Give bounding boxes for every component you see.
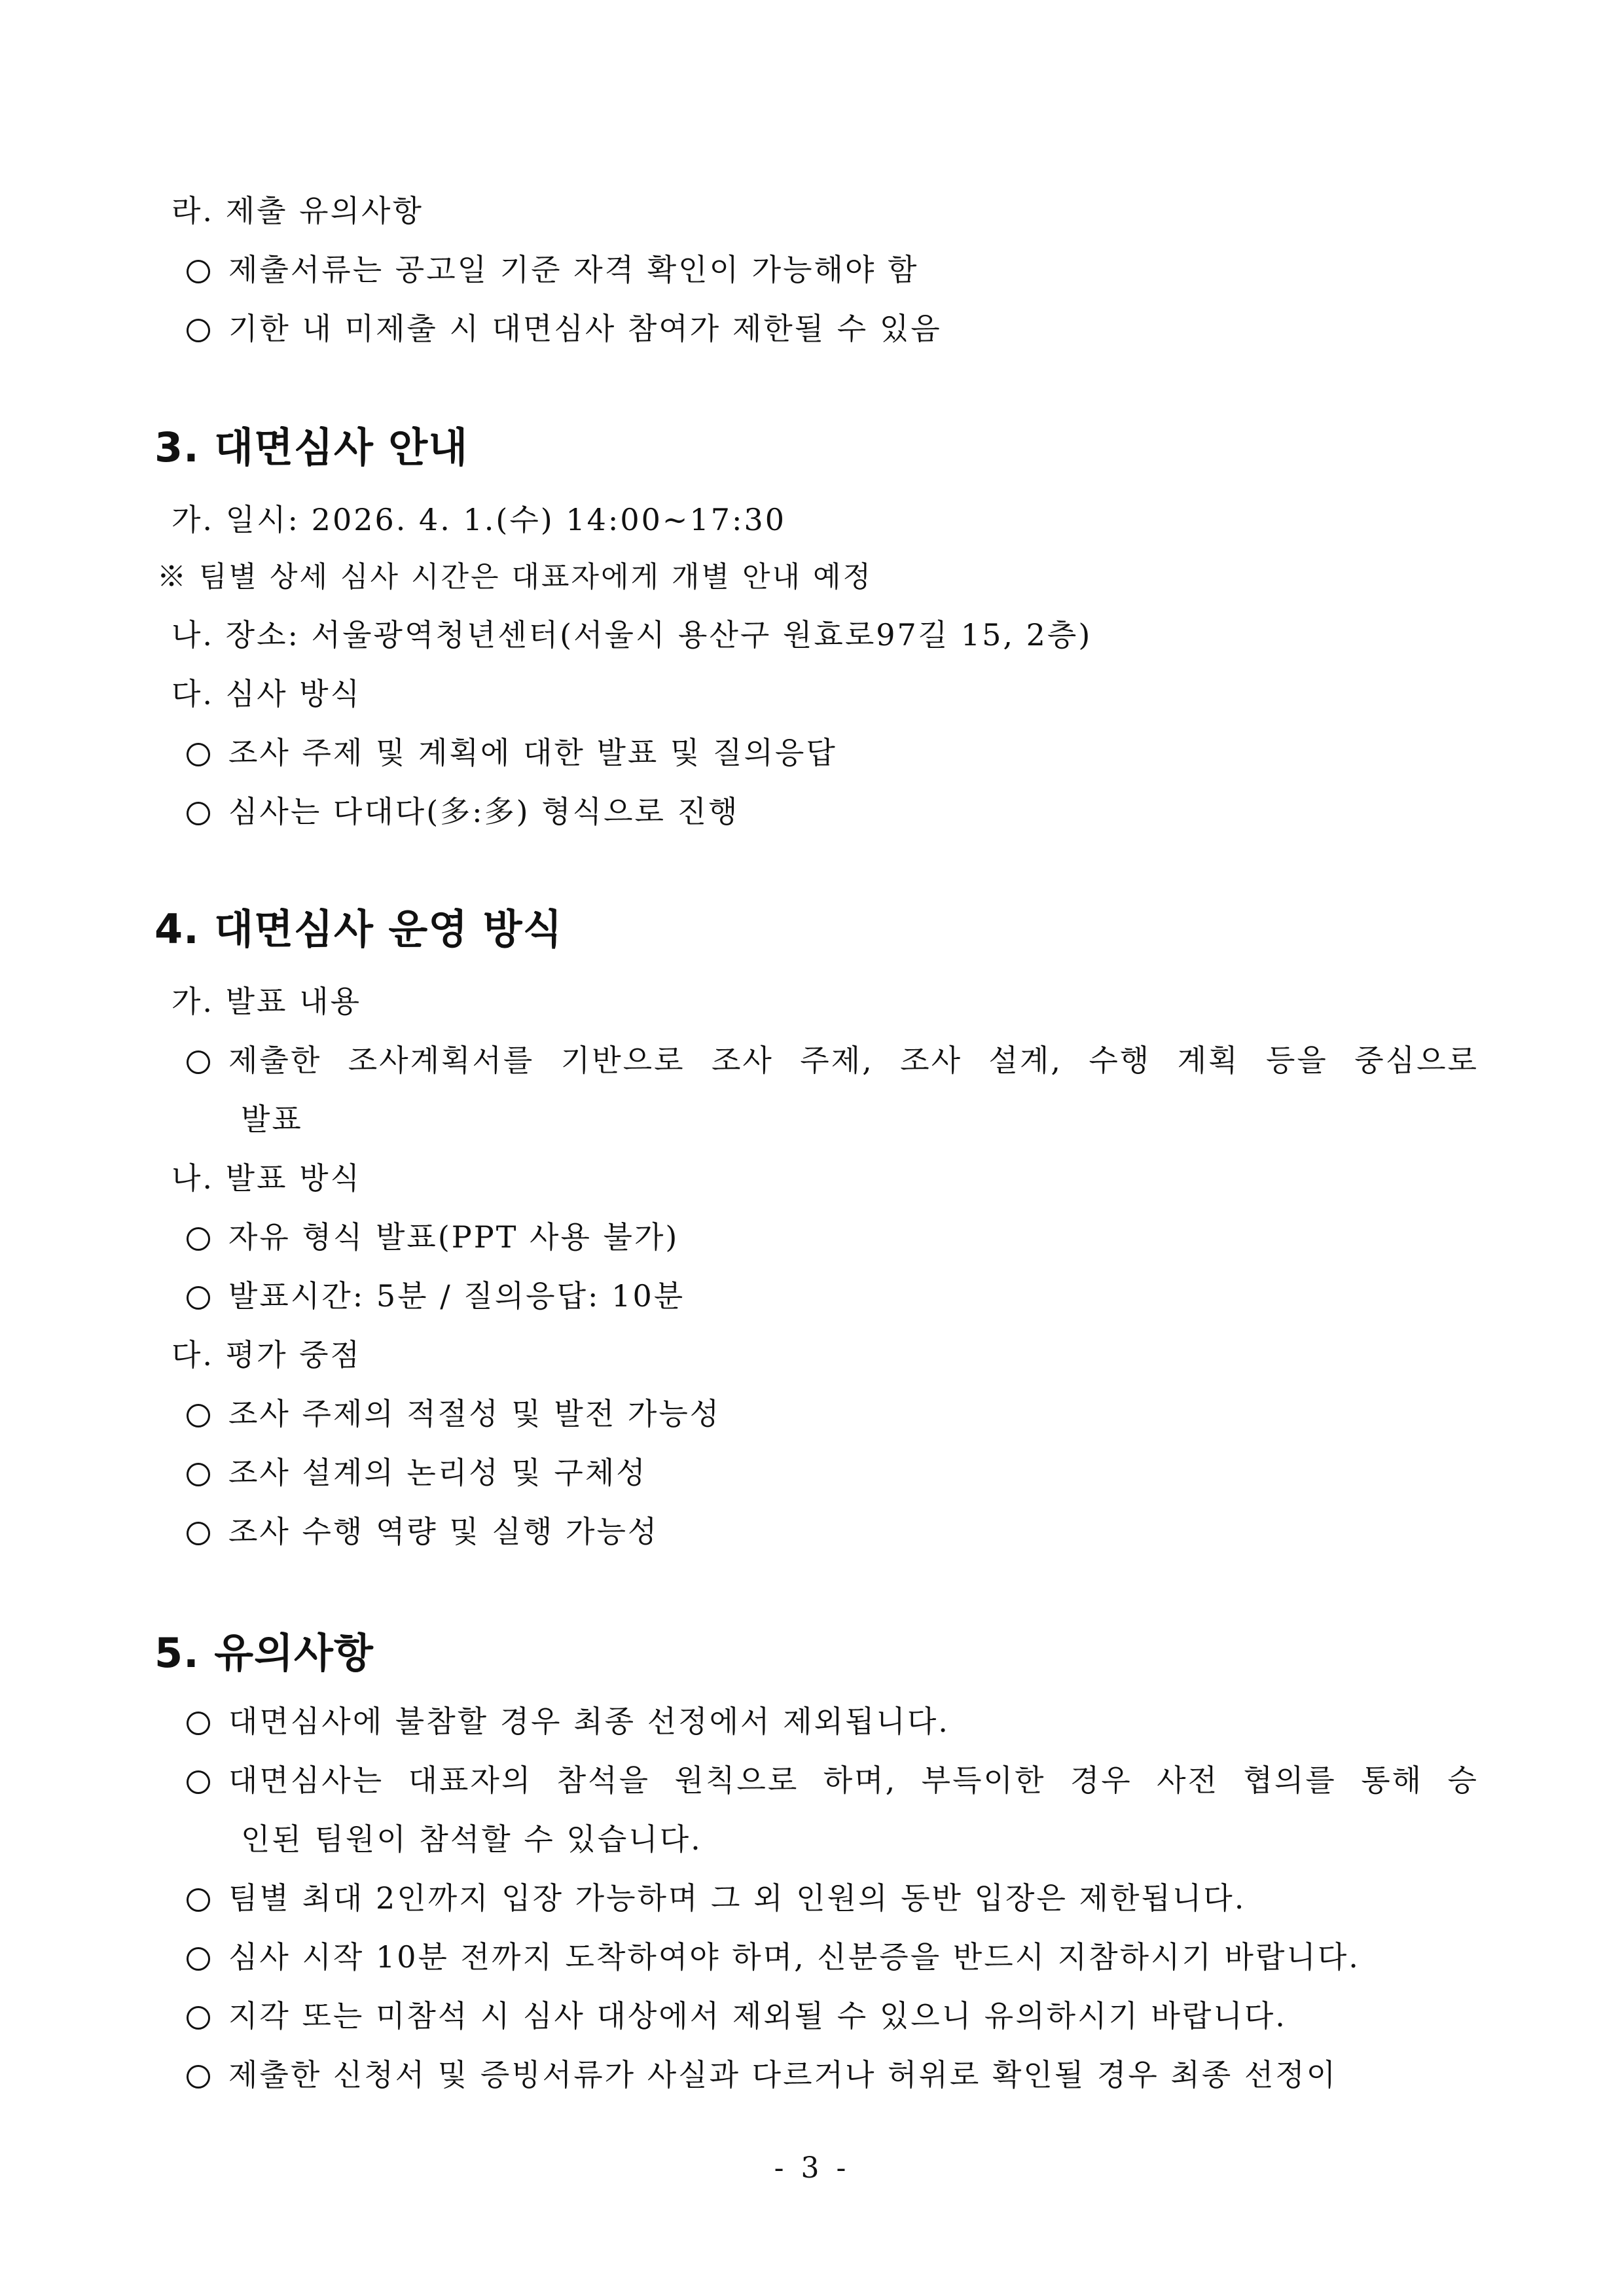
- circle-bullet-icon: [187, 1404, 210, 1427]
- list-item-continuation: 인된 팀원이 참석할 수 있습니다.: [241, 1821, 702, 1857]
- interview-place: 나. 장소: 서울광역청년센터(서울시 용산구 원효로97길 15, 2층): [171, 617, 1092, 653]
- list-item: 기한 내 미제출 시 대면심사 참여가 제한될 수 있음: [0, 309, 1624, 348]
- list-item: 심사는 다대다(多:多) 형식으로 진행: [0, 792, 1624, 831]
- list-item: 발표시간: 5분 / 질의응답: 10분: [0, 1276, 1624, 1316]
- list-item: 조사 설계의 논리성 및 구체성: [0, 1453, 1624, 1492]
- list-item: 대면심사는 대표자의 참석을 원칙으로 하며, 부득이한 경우 사전 협의를 통해 승: [0, 1761, 1479, 1800]
- method-title: 다. 심사 방식: [171, 676, 362, 711]
- section-4-heading: 4. 대면심사 운영 방식: [154, 905, 563, 953]
- focus-title: 다. 평가 중점: [171, 1337, 362, 1372]
- list-item: 심사 시작 10분 전까지 도착하여야 하며, 신분증을 반드시 지참하시기 바랍니다.: [0, 1937, 1624, 1977]
- circle-bullet-icon: [187, 1286, 210, 1310]
- page-number: - 3 -: [774, 2151, 850, 2185]
- circle-bullet-icon: [187, 2006, 210, 2030]
- circle-bullet-icon: [187, 1947, 210, 1971]
- list-item: 팀별 최대 2인까지 입장 가능하며 그 외 인원의 동반 입장은 제한됩니다.: [0, 1878, 1624, 1918]
- submission-notes-title: 라. 제출 유의사항: [171, 193, 424, 228]
- circle-bullet-icon: [187, 319, 210, 342]
- content-title: 가. 발표 내용: [171, 984, 362, 1019]
- circle-bullet-icon: [187, 1770, 210, 1794]
- circle-bullet-icon: [187, 1888, 210, 1912]
- interview-date: 가. 일시: 2026. 4. 1.(수) 14:00~17:30: [171, 502, 787, 537]
- circle-bullet-icon: [187, 743, 210, 766]
- circle-bullet-icon: [187, 2065, 210, 2089]
- list-item: 대면심사에 불참할 경우 최종 선정에서 제외됩니다.: [0, 1702, 1624, 1741]
- list-item: 자유 형식 발표(PPT 사용 불가): [0, 1217, 1624, 1257]
- circle-bullet-icon: [187, 1463, 210, 1486]
- circle-bullet-icon: [187, 260, 210, 283]
- list-item: 제출한 신청서 및 증빙서류가 사실과 다르거나 허위로 확인될 경우 최종 선정이: [0, 2055, 1624, 2094]
- section-5-heading: 5. 유의사항: [154, 1629, 374, 1677]
- circle-bullet-icon: [187, 1050, 210, 1074]
- circle-bullet-icon: [187, 1227, 210, 1251]
- circle-bullet-icon: [187, 1522, 210, 1545]
- section-3-heading: 3. 대면심사 안내: [154, 423, 469, 471]
- list-item: 제출서류는 공고일 기준 자격 확인이 가능해야 함: [0, 250, 1624, 289]
- list-item: 지각 또는 미참석 시 심사 대상에서 제외될 수 있으니 유의하시기 바랍니다.: [0, 1996, 1624, 2036]
- schedule-note: ※ 팀별 상세 심사 시간은 대표자에게 개별 안내 예정: [157, 560, 873, 594]
- list-item: 제출한 조사계획서를 기반으로 조사 주제, 조사 설계, 수행 계획 등을 중심으로: [0, 1041, 1479, 1080]
- circle-bullet-icon: [187, 1712, 210, 1735]
- list-item: 조사 주제의 적절성 및 발전 가능성: [0, 1394, 1624, 1433]
- list-item-continuation: 발표: [241, 1102, 303, 1137]
- list-item: 조사 주제 및 계획에 대한 발표 및 질의응답: [0, 733, 1624, 772]
- circle-bullet-icon: [187, 802, 210, 825]
- list-item: 조사 수행 역량 및 실행 가능성: [0, 1512, 1624, 1551]
- style-title: 나. 발표 방식: [171, 1160, 362, 1196]
